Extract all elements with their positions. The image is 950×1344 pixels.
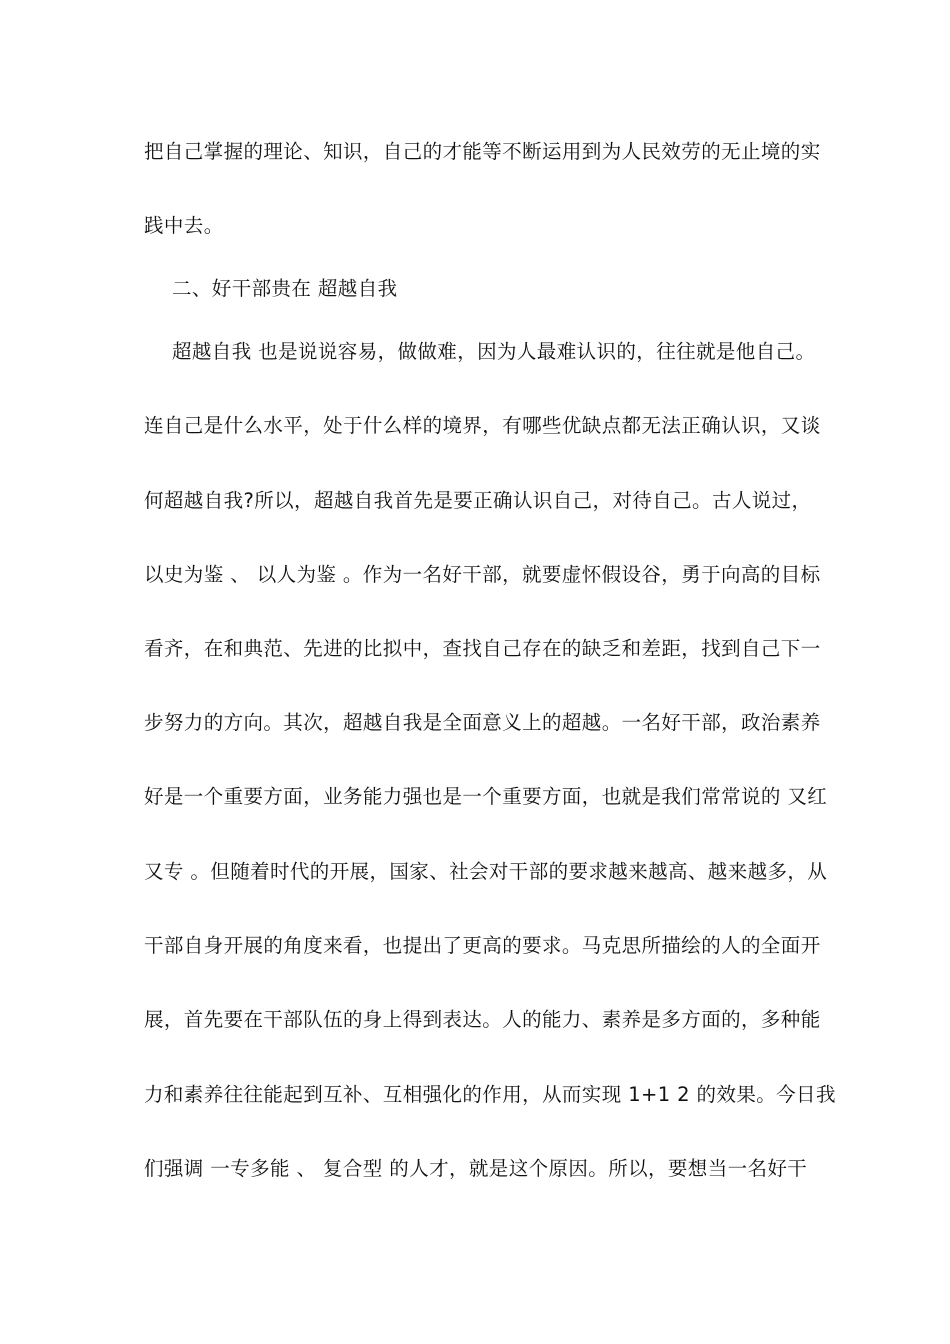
paragraph-line: 看齐，在和典范、先进的比拟中，查找自己存在的缺乏和差距，找到自己下一 <box>144 637 821 660</box>
paragraph-line: 步努力的方向。其次，超越自我是全面意义上的超越。一名好干部，政治素养 <box>144 711 821 734</box>
paragraph-line: 践中去。 <box>144 214 224 237</box>
paragraph-line: 展，首先要在干部队伍的身上得到表达。人的能力、素养是多方面的，多种能 <box>144 1008 821 1031</box>
paragraph-line: 干部自身开展的角度来看，也提出了更高的要求。马克思所描绘的人的全面开 <box>144 934 821 957</box>
paragraph-line: 何超越自我?所以，超越自我首先是要正确认识自己，对待自己。古人说过， <box>144 489 812 512</box>
paragraph-line: 超越自我 也是说说容易，做做难，因为人最难认识的，往往就是他自己。 <box>172 340 816 363</box>
paragraph-line: 以史为鉴 、 以人为鉴 。作为一名好干部，就要虚怀假设谷，勇于向高的目标 <box>144 563 821 586</box>
paragraph-line: 好是一个重要方面，业务能力强也是一个重要方面，也就是我们常常说的 又红 <box>144 785 828 808</box>
section-heading: 二、好干部贵在 超越自我 <box>172 277 398 300</box>
paragraph-line: 把自己掌握的理论、知识，自己的才能等不断运用到为人民效劳的无止境的实 <box>144 140 821 163</box>
paragraph-line: 们强调 一专多能 、 复合型 的人才，就是这个原因。所以，要想当一名好干 <box>144 1157 808 1180</box>
paragraph-line: 又专 。但随着时代的开展，国家、社会对干部的要求越来越高、越来越多，从 <box>144 860 828 883</box>
paragraph-line: 连自己是什么水平，处于什么样的境界，有哪些优缺点都无法正确认识，又谈 <box>144 414 821 437</box>
paragraph-line: 力和素养往往能起到互补、互相强化的作用，从而实现 1+1 2 的效果。今日我 <box>144 1083 836 1106</box>
